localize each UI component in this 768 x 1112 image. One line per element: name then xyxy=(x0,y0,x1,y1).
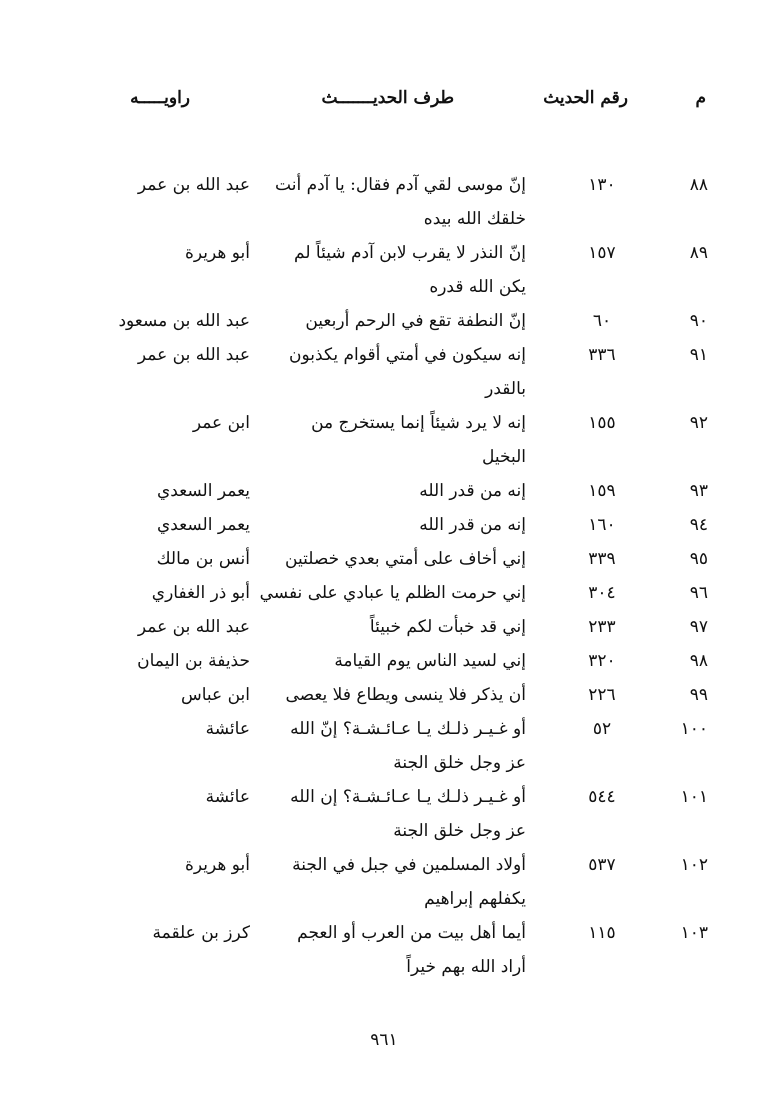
page-number: ٩٦١ xyxy=(370,1030,398,1050)
table-row xyxy=(0,168,768,236)
hadith-number: ١٥٥ xyxy=(588,413,616,433)
row-number: ٨٩ xyxy=(689,243,708,263)
hadith-excerpt: إني أخاف على أمتي بعدي خصلتين xyxy=(285,549,526,569)
row-number: ٩٥ xyxy=(689,549,708,569)
hadith-excerpt: أو غـيـر ذلـك يـا عـائـشـة؟ إنّ الله عز وجل خلق الجنة xyxy=(290,719,526,773)
row-number: ٩٢ xyxy=(689,413,708,433)
narrator: عائشة xyxy=(205,719,250,739)
hadith-excerpt: أولاد المسلمين في جبل في الجنة يكفلهم إبراهيم xyxy=(292,855,526,909)
hadith-number: ١٥٩ xyxy=(588,481,616,501)
row-number: ٩٦ xyxy=(689,583,708,603)
hadith-number: ٥٢ xyxy=(592,719,612,739)
hadith-excerpt: أيما أهل بيت من العرب أو العجم أراد الله بهم خيراً xyxy=(297,923,526,977)
narrator: حذيفة بن اليمان xyxy=(137,651,250,671)
table-row xyxy=(0,304,768,338)
table-row xyxy=(0,712,768,780)
hadith-number: ٦٠ xyxy=(592,311,612,331)
hadith-excerpt: إنه لا يرد شيئاً إنما يستخرج من البخيل xyxy=(311,413,526,467)
header-hadith-number: رقم الحديث xyxy=(543,88,628,108)
index-table xyxy=(0,168,768,984)
hadith-excerpt: أن يذكر فلا ينسى ويطاع فلا يعصى xyxy=(285,685,526,705)
table-row xyxy=(0,338,768,406)
row-number: ٩١ xyxy=(689,345,708,365)
narrator: يعمر السعدي xyxy=(156,515,250,535)
hadith-excerpt: إنّ النطفة تقع في الرحم أربعين xyxy=(305,311,526,331)
hadith-excerpt: إنه من قدر الله xyxy=(419,481,526,501)
hadith-number: ٣٢٠ xyxy=(588,651,616,671)
header-number: م xyxy=(695,88,706,108)
narrator: عبد الله بن مسعود xyxy=(118,311,250,331)
table-row xyxy=(0,542,768,576)
narrator: أبو هريرة xyxy=(184,855,250,875)
hadith-number: ١٥٧ xyxy=(588,243,616,263)
table-row xyxy=(0,508,768,542)
table-row xyxy=(0,678,768,712)
hadith-number: ١٦٠ xyxy=(588,515,616,535)
hadith-excerpt: إنه سيكون في أمتي أقوام يكذبون بالقدر xyxy=(289,345,526,399)
narrator: أنس بن مالك xyxy=(156,549,250,569)
hadith-excerpt: إنّ النذر لا يقرب لابن آدم شيئاً لم يكن الله قدره xyxy=(294,243,526,297)
table-row xyxy=(0,780,768,848)
hadith-excerpt: إنه من قدر الله xyxy=(419,515,526,535)
row-number: ٩٩ xyxy=(689,685,708,705)
narrator: عبد الله بن عمر xyxy=(137,345,250,365)
row-number: ٩٣ xyxy=(689,481,708,501)
table-row xyxy=(0,576,768,610)
row-number: ١٠٣ xyxy=(680,923,708,943)
narrator: يعمر السعدي xyxy=(156,481,250,501)
header-hadith-excerpt: طرف الحديـــــــث xyxy=(321,88,454,108)
hadith-excerpt: إني قد خبأت لكم خبيئاً xyxy=(369,617,526,637)
row-number: ٩٨ xyxy=(689,651,708,671)
narrator: ابن عمر xyxy=(192,413,250,433)
hadith-number: ٥٤٤ xyxy=(588,787,616,807)
table-row xyxy=(0,644,768,678)
row-number: ٩٧ xyxy=(689,617,708,637)
hadith-number: ٢٣٣ xyxy=(588,617,616,637)
hadith-number: ٣٣٩ xyxy=(588,549,616,569)
row-number: ١٠٢ xyxy=(680,855,708,875)
row-number: ٩٠ xyxy=(689,311,708,331)
hadith-number: ٢٢٦ xyxy=(588,685,616,705)
hadith-excerpt: أو غـيـر ذلـك يـا عـائـشـة؟ إن الله عز وجل خلق الجنة xyxy=(290,787,526,841)
row-number: ١٠٠ xyxy=(680,719,708,739)
table-row xyxy=(0,236,768,304)
narrator: عبد الله بن عمر xyxy=(137,617,250,637)
table-row xyxy=(0,916,768,984)
narrator: عائشة xyxy=(205,787,250,807)
row-number: ٨٨ xyxy=(689,175,708,195)
hadith-excerpt: إنّ موسى لقي آدم فقال: يا آدم أنت خلقك الله بيده xyxy=(275,175,526,229)
narrator: أبو هريرة xyxy=(184,243,250,263)
table-row xyxy=(0,406,768,474)
narrator: عبد الله بن عمر xyxy=(137,175,250,195)
hadith-excerpt: إني لسيد الناس يوم القيامة xyxy=(334,651,526,671)
narrator: ابن عباس xyxy=(180,685,250,705)
hadith-excerpt: إني حرمت الظلم يا عبادي على نفسي xyxy=(259,583,526,603)
hadith-number: ٣٠٤ xyxy=(588,583,616,603)
table-row xyxy=(0,610,768,644)
header-narrator: راويـــــه xyxy=(130,88,190,108)
hadith-number: ٥٣٧ xyxy=(588,855,616,875)
hadith-number: ٣٣٦ xyxy=(588,345,616,365)
narrator: كرز بن علقمة xyxy=(152,923,250,943)
hadith-number: ١٣٠ xyxy=(588,175,616,195)
row-number: ٩٤ xyxy=(689,515,708,535)
table-row xyxy=(0,848,768,916)
row-number: ١٠١ xyxy=(680,787,708,807)
table-row xyxy=(0,474,768,508)
narrator: أبو ذر الغفاري xyxy=(151,583,250,603)
hadith-number: ١١٥ xyxy=(588,923,616,943)
